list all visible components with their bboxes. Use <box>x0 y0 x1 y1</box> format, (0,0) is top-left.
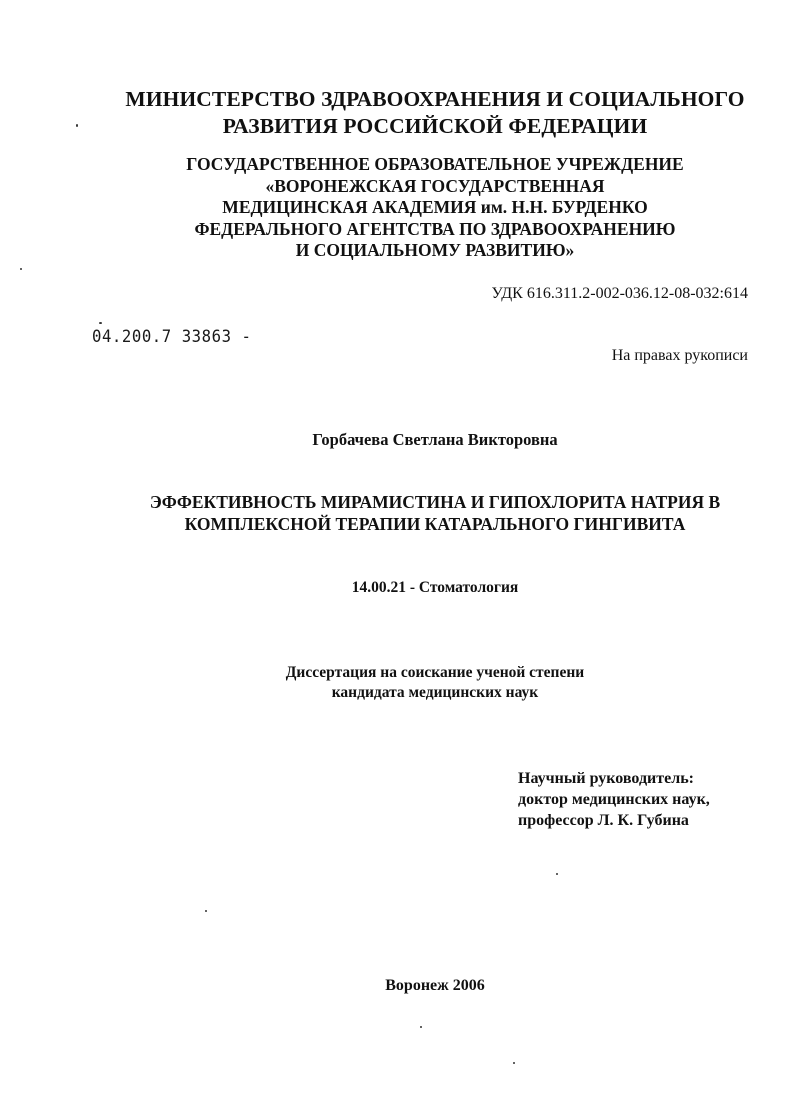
degree-statement <box>20 663 795 703</box>
scan-speck <box>20 268 22 270</box>
title-line: ЭФФЕКТИВНОСТЬ МИРАМИСТИНА И ГИПОХЛОРИТА НАТРИЯ В <box>149 492 721 512</box>
institution-line: И СОЦИАЛЬНОМУ РАЗВИТИЮ» <box>295 240 575 260</box>
institution-line: ФЕДЕРАЛЬНОГО АГЕНТСТВА ПО ЗДРАВООХРАНЕНИЮ <box>194 218 676 239</box>
author-name: Горбачева Светлана Викторовна <box>312 430 558 449</box>
rights-note: На правах рукописи <box>611 347 748 364</box>
institution-heading <box>20 154 795 262</box>
ministry-heading <box>30 86 795 140</box>
dissertation-title <box>20 491 795 535</box>
udk-code: УДК 616.311.2-002-036.12-08-032:614 <box>491 285 748 302</box>
scan-speck <box>99 322 102 324</box>
degree-line: Диссертация на соискание ученой степени <box>285 664 585 681</box>
scan-speck <box>513 1062 515 1064</box>
ministry-line: РАЗВИТИЯ РОССИЙСКОЙ ФЕДЕРАЦИИ <box>222 114 648 138</box>
scan-speck <box>205 910 207 912</box>
ministry-line: МИНИСТЕРСТВО ЗДРАВООХРАНЕНИЯ И СОЦИАЛЬНОГО <box>125 87 745 111</box>
supervisor-line: Научный руководитель: <box>518 770 694 787</box>
specialty-code: 14.00.21 - Стоматология <box>351 579 519 596</box>
institution-line: ГОСУДАРСТВЕННОЕ ОБРАЗОВАТЕЛЬНОЕ УЧРЕЖДЕНИЕ <box>186 154 684 174</box>
scan-speck <box>76 124 78 127</box>
archive-stamp: 04.200.7 33863 - <box>92 327 252 347</box>
supervisor-line: доктор медицинских наук, <box>518 791 710 808</box>
city-year: Воронеж 2006 <box>385 977 485 994</box>
institution-line: МЕДИЦИНСКАЯ АКАДЕМИЯ им. Н.Н. БУРДЕНКО <box>222 197 648 217</box>
institution-line: «ВОРОНЕЖСКАЯ ГОСУДАРСТВЕННАЯ <box>265 175 605 196</box>
supervisor-line: профессор Л. К. Губина <box>518 812 689 829</box>
scan-speck <box>420 1026 422 1028</box>
title-line: КОМПЛЕКСНОЙ ТЕРАПИИ КАТАРАЛЬНОГО ГИНГИВИТА <box>184 514 686 534</box>
supervisor-block <box>518 768 710 831</box>
scan-speck <box>556 873 558 875</box>
degree-line: кандидата медицинских наук <box>331 684 539 701</box>
